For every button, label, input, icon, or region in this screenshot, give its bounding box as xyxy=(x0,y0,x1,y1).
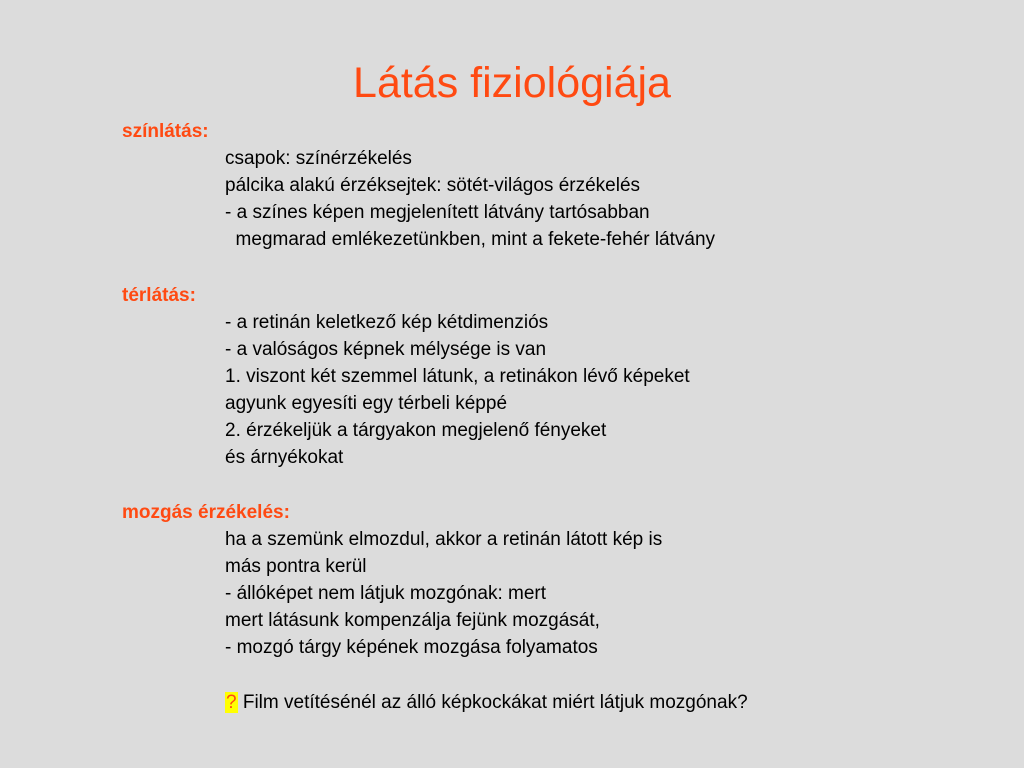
text-line: megmarad emlékezetünkben, mint a fekete-fehér látvány xyxy=(225,229,716,250)
text-line: és árnyékokat xyxy=(225,447,344,468)
text-line: - állóképet nem látjuk mozgónak: mert xyxy=(225,583,547,604)
text-line: - a retinán keletkező kép kétdimenziós xyxy=(225,312,549,333)
text-line: agyunk egyesíti egy térbeli képpé xyxy=(225,393,508,414)
text-line: - mozgó tárgy képének mozgása folyamatos xyxy=(225,637,598,658)
question-text: Film vetítésénél az álló képkockákat miért látjuk mozgónak? xyxy=(237,692,748,713)
question-line xyxy=(225,691,748,715)
section-heading-depth-vision: térlátás: xyxy=(122,285,196,306)
slide-title: Látás fiziológiája xyxy=(353,59,671,107)
text-line: - a valóságos képnek mélysége is van xyxy=(225,339,547,360)
section-heading-motion-perception: mozgás érzékelés: xyxy=(122,502,290,523)
text-line: - a színes képen megjelenített látvány tartósabban xyxy=(225,202,650,223)
text-line: más pontra kerül xyxy=(225,556,367,577)
text-line: 1. viszont két szemmel látunk, a retinákon lévő képeket xyxy=(225,366,690,387)
text-line: pálcika alakú érzéksejtek: sötét-világos érzékelés xyxy=(225,175,641,196)
text-line: 2. érzékeljük a tárgyakon megjelenő fényeket xyxy=(225,420,607,441)
text-line: ha a szemünk elmozdul, akkor a retinán látott kép is xyxy=(225,529,663,550)
section-heading-color-vision: színlátás: xyxy=(122,121,209,142)
text-line: mert látásunk kompenzálja fejünk mozgását, xyxy=(225,610,600,631)
text-line: csapok: színérzékelés xyxy=(225,148,412,169)
question-mark-icon: ? xyxy=(226,692,237,713)
